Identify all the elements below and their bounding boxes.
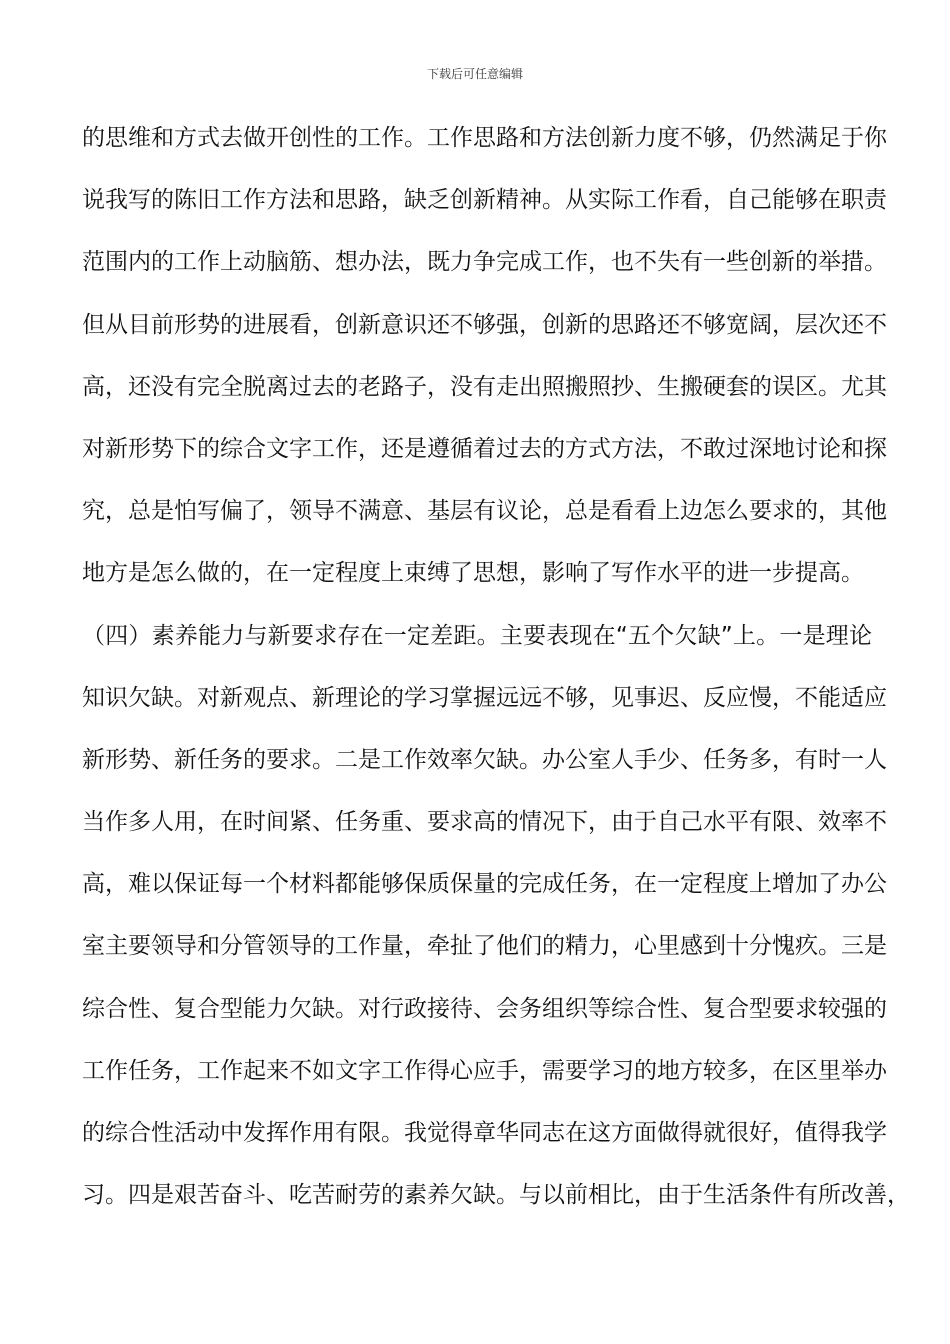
text-line: 的思维和方式去做开创性的工作。工作思路和方法创新力度不够，仍然满足于你 [82,125,887,151]
text-line: 高，还没有完全脱离过去的老路子，没有走出照搬照抄、生搬硬套的误区。尤其 [82,373,887,400]
text-line: （四）素养能力与新要求存在一定差距。主要表现在“五个欠缺”上。一是理论 [82,622,872,649]
text-line: 但从目前形势的进展看，创新意识还不够强，创新的思路还不够宽阔，层次还不 [82,311,887,338]
text-line: 知识欠缺。对新观点、新理论的学习掌握远远不够，见事迟、反应慢，不能适应 [82,684,887,711]
text-line: 综合性、复合型能力欠缺。对行政接待、会务组织等综合性、复合型要求较强的 [82,995,887,1022]
text-line: 对新形势下的综合文字工作，还是遵循着过去的方式方法，不敢过深地讨论和探 [82,435,887,462]
text-line: 说我写的陈旧工作方法和思路，缺乏创新精神。从实际工作看，自己能够在职责 [82,187,887,214]
text-line: 地方是怎么做的，在一定程度上束缚了思想，影响了写作水平的进一步提高。 [82,560,864,587]
text-line: 范围内的工作上动脑筋、想办法，既力争完成工作，也不失有一些创新的举措。 [82,249,887,276]
text-line: 习。四是艰苦奋斗、吃苦耐劳的素养欠缺。与以前相比，由于生活条件有所改善， [82,1182,910,1209]
page-header: 下载后可任意编辑 [426,67,523,81]
text-line: 新形势、新任务的要求。二是工作效率欠缺。办公室人手少、任务多，有时一人 [82,746,887,773]
text-line: 当作多人用，在时间紧、任务重、要求高的情况下，由于自己水平有限、效率不 [82,809,887,836]
text-line: 高，难以保证每一个材料都能够保质保量的完成任务，在一定程度上增加了办公 [82,871,887,898]
text-line: 的综合性活动中发挥作用有限。我觉得章华同志在这方面做得就很好，值得我学 [82,1120,887,1146]
text-line: 究，总是怕写偏了，领导不满意、基层有议论，总是看看上边怎么要求的，其他 [82,498,887,525]
text-line: 工作任务，工作起来不如文字工作得心应手，需要学习的地方较多，在区里举办 [82,1057,887,1084]
text-line: 室主要领导和分管领导的工作量，牵扯了他们的精力，心里感到十分愧疚。三是 [82,933,887,960]
document-body [82,116,910,1235]
